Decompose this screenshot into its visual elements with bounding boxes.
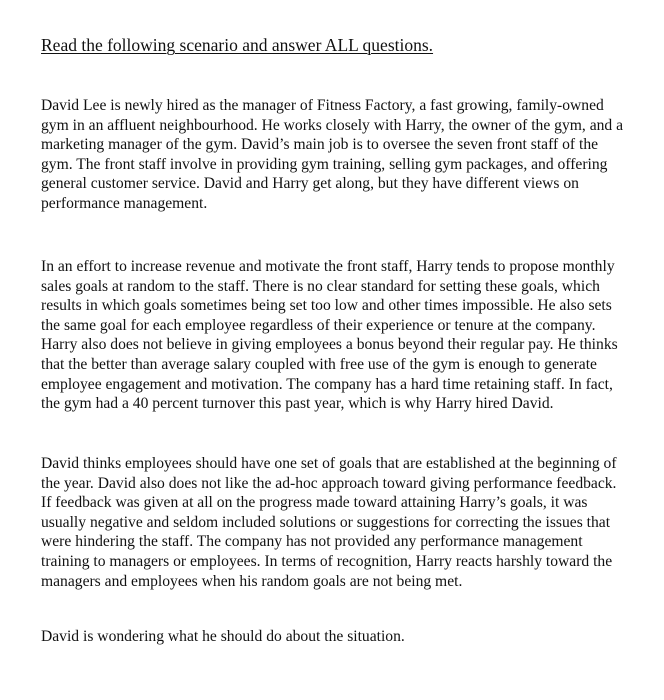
paragraph-line: gym. The front staff involve in providing gym training, selling gym packages, and offering — [41, 155, 608, 173]
paragraph-line: If feedback was given at all on the progress made toward attaining Harry’s goals, it was — [41, 494, 588, 512]
instructions-heading: Read the following scenario and answer ALL questions. — [41, 35, 434, 55]
paragraph-line: performance management. — [41, 194, 208, 212]
scenario-paragraph-intro — [41, 96, 623, 214]
scenario-paragraph-david — [41, 454, 617, 591]
paragraph-line: Harry also does not believe in giving employees a bonus beyond their regular pay. He thinks — [41, 336, 618, 354]
paragraph-line: David is wondering what he should do about the situation. — [41, 628, 405, 645]
paragraph-line: David thinks employees should have one set of goals that are established at the beginning of — [41, 455, 617, 472]
paragraph-line: sales goals at random to the staff. There is no clear standard for setting these goals, which — [41, 277, 600, 295]
scenario-paragraph-harry — [41, 257, 618, 414]
paragraph-line: the year. David also does not like the ad-hoc approach toward giving performance feedback. — [41, 474, 617, 492]
paragraph-line: usually negative and seldom included solutions or suggestions for correcting the issues that — [41, 513, 611, 531]
paragraph-line: the gym had a 40 percent turnover this past year, which is why Harry hired David. — [41, 395, 554, 413]
scenario-paragraph-closing — [41, 627, 405, 647]
paragraph-line: results in which goals sometimes being set too low and other times impossible. He also sets — [41, 297, 612, 315]
paragraph-line: employee engagement and motivation. The company has a hard time retaining staff. In fact, — [41, 375, 613, 393]
paragraph-line: marketing manager of the gym. David’s main job is to oversee the seven front staff of the — [41, 136, 599, 154]
paragraph-line: managers and employees when his random goals are not being met. — [41, 572, 463, 590]
paragraph-line: the same goal for each employee regardless of their experience or tenure at the company. — [41, 316, 596, 334]
paragraph-line: that the better than average salary coupled with free use of the gym is enough to generate — [41, 355, 597, 373]
paragraph-line: In an effort to increase revenue and motivate the front staff, Harry tends to propose monthly — [41, 258, 615, 275]
paragraph-line: David Lee is newly hired as the manager of Fitness Factory, a fast growing, family-owned — [41, 97, 604, 114]
paragraph-line: gym in an affluent neighbourhood. He works closely with Harry, the owner of the gym, and a — [41, 116, 624, 134]
paragraph-line: were hindering the staff. The company has not provided any performance management — [41, 533, 583, 551]
paragraph-line: training to managers or employees. In terms of recognition, Harry reacts harshly toward the — [41, 552, 613, 570]
paragraph-line: general customer service. David and Harry get along, but they have different views on — [41, 175, 579, 193]
